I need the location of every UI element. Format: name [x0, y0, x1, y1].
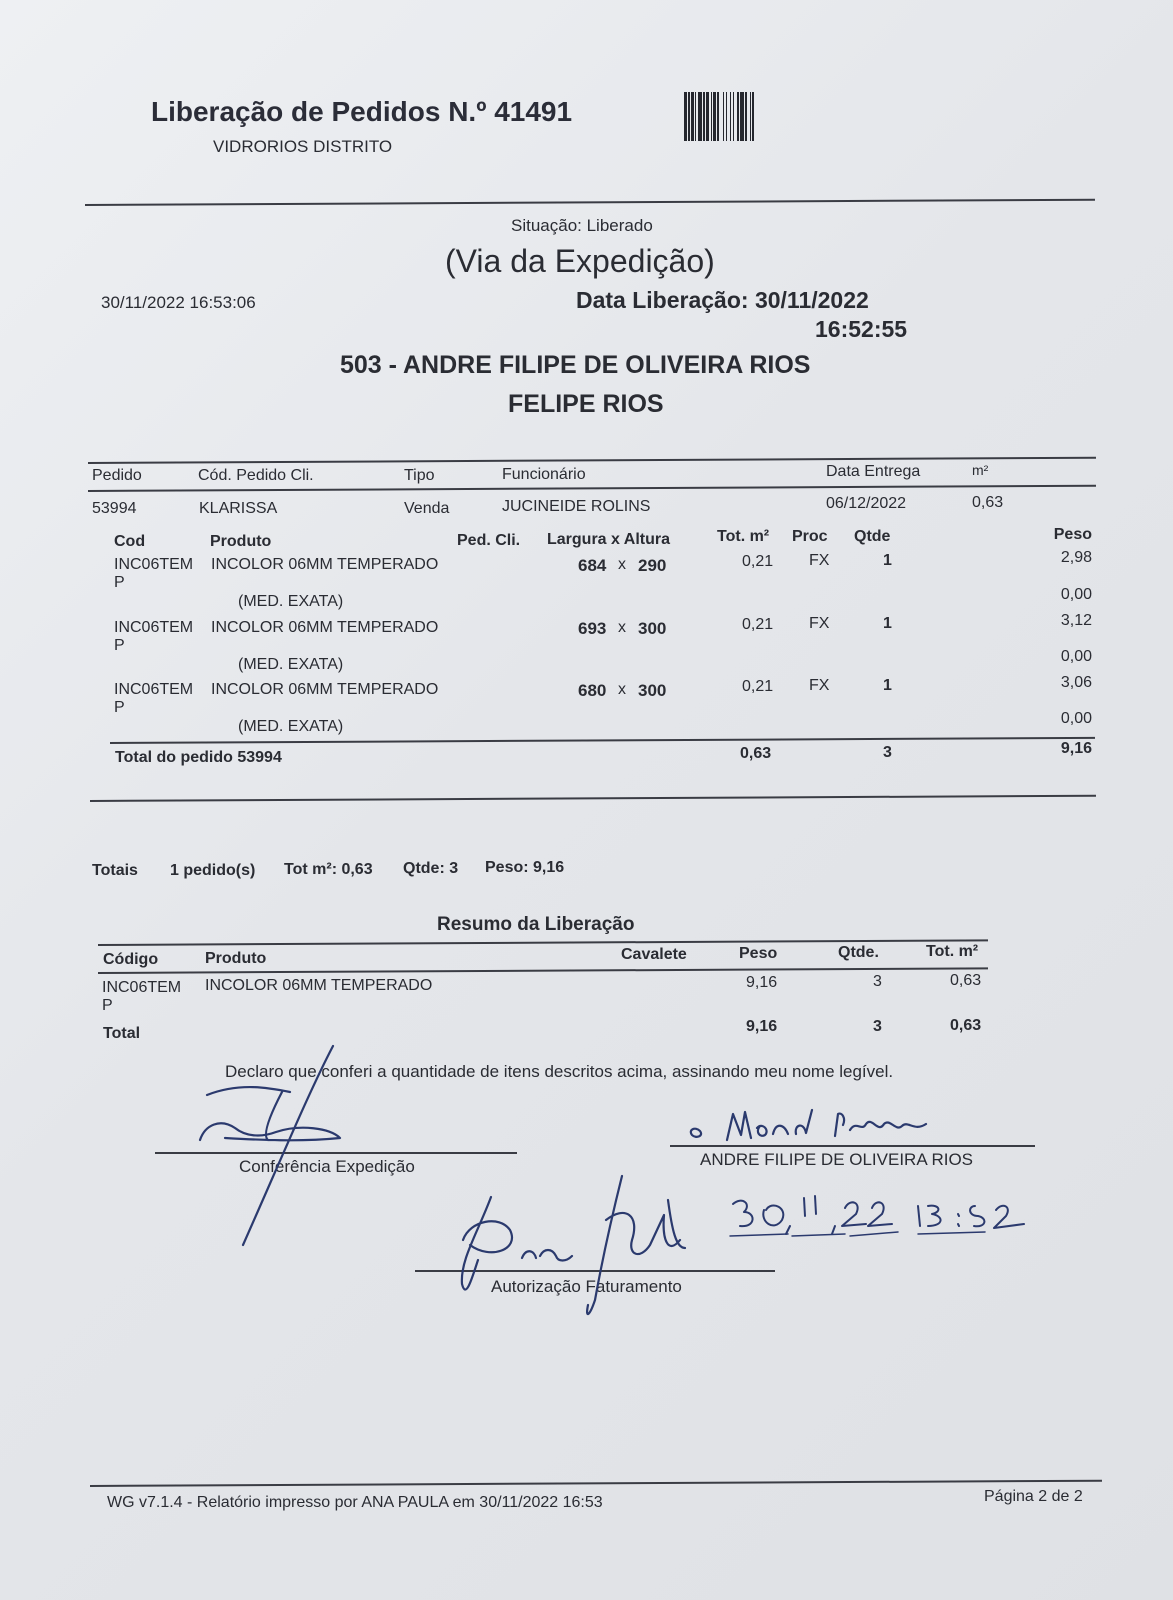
resumo-col-codigo: Código — [103, 951, 159, 968]
item-largura: 693 — [578, 619, 607, 638]
order-total-rule — [110, 737, 1095, 744]
order-total-qtde: 3 — [883, 744, 892, 761]
item-qtde: 1 — [883, 677, 892, 694]
barcode-bar — [723, 92, 724, 141]
item-peso-obs: 0,00 — [1060, 648, 1092, 665]
resumo-col-cavalete: Cavalete — [621, 946, 687, 963]
col-m2: m² — [972, 462, 989, 478]
order-bottom-rule — [90, 795, 1096, 802]
barcode-bar — [745, 92, 747, 141]
resumo-total-peso: 9,16 — [746, 1018, 778, 1035]
barcode-bar — [711, 92, 712, 141]
resumo-row-peso: 9,16 — [746, 974, 778, 991]
totais-peso: Peso: 9,16 — [485, 859, 565, 876]
resumo-total-label: Total — [103, 1025, 141, 1042]
items-col-produto: Produto — [210, 533, 272, 550]
item-cod-cont: P — [114, 637, 125, 654]
print-datetime: 30/11/2022 16:53:06 — [101, 293, 256, 312]
totais-m2: Tot m²: 0,63 — [284, 861, 373, 878]
item-x: x — [618, 556, 626, 573]
order-top-rule — [88, 457, 1096, 464]
data-liberacao-time: 16:52:55 — [815, 316, 908, 342]
item-produto: INCOLOR 06MM TEMPERADO — [211, 556, 439, 573]
item-proc: FX — [809, 552, 830, 569]
item-peso: 3,06 — [1060, 674, 1092, 691]
item-produto: INCOLOR 06MM TEMPERADO — [211, 619, 439, 636]
item-largura: 680 — [578, 681, 607, 700]
item-cod: INC06TEM — [114, 619, 194, 636]
order-total-m2: 0,63 — [740, 745, 772, 762]
barcode-bar — [695, 92, 696, 141]
barcode-bar — [713, 92, 716, 141]
barcode-bar — [726, 92, 727, 141]
order-m2: 0,63 — [972, 494, 1004, 511]
autorizacao-signature-line — [415, 1270, 775, 1272]
item-altura: 290 — [638, 556, 667, 575]
barcode-bar — [740, 92, 744, 141]
footer-page-number: Página 2 de 2 — [984, 1488, 1083, 1505]
resumo-col-produto: Produto — [205, 950, 267, 967]
col-pedido: Pedido — [92, 467, 142, 484]
order-data-entrega: 06/12/2022 — [826, 495, 907, 512]
barcode-bar — [706, 92, 709, 141]
item-altura: 300 — [638, 681, 667, 700]
items-col-largura-altura: Largura x Altura — [547, 531, 670, 548]
items-col-ped-cli: Ped. Cli. — [457, 532, 521, 549]
item-peso: 3,12 — [1060, 612, 1092, 629]
item-obs: (MED. EXATA) — [238, 656, 344, 673]
item-proc: FX — [809, 615, 830, 632]
col-tipo: Tipo — [404, 467, 435, 484]
cliente-signature-name: ANDRE FILIPE DE OLIVEIRA RIOS — [700, 1150, 974, 1169]
order-total-label: Total do pedido 53994 — [115, 749, 282, 766]
barcode-bar — [688, 92, 690, 141]
item-cod: INC06TEM — [114, 681, 194, 698]
resumo-row-codigo-cont: P — [102, 997, 113, 1014]
item-obs: (MED. EXATA) — [238, 593, 344, 610]
document-title: Liberação de Pedidos N.º 41491 — [151, 96, 573, 127]
handwritten-date — [730, 1196, 1024, 1236]
order-funcionario: JUCINEIDE ROLINS — [502, 498, 651, 515]
via-label: (Via da Expedição) — [445, 243, 715, 279]
barcode-bar — [750, 92, 751, 141]
items-col-proc: Proc — [792, 528, 828, 545]
item-cod-cont: P — [114, 574, 125, 591]
resumo-row-codigo: INC06TEM — [102, 979, 182, 996]
items-col-qtde: Qtde — [854, 528, 891, 545]
item-tot-m2: 0,21 — [742, 553, 774, 570]
resumo-total-m2: 0,63 — [950, 1017, 982, 1034]
resumo-col-peso: Peso — [739, 945, 778, 962]
resumo-total-qtde: 3 — [873, 1018, 882, 1035]
resumo-header-rule — [98, 967, 988, 974]
resumo-row-qtde: 3 — [873, 973, 882, 990]
items-col-peso: Peso — [1053, 526, 1092, 543]
resumo-title: Resumo da Liberação — [437, 914, 635, 935]
item-peso: 2,98 — [1060, 549, 1092, 566]
conferencia-label: Conferência Expedição — [239, 1157, 415, 1176]
barcode-bar — [733, 92, 734, 141]
item-produto: INCOLOR 06MM TEMPERADO — [211, 681, 439, 698]
item-proc: FX — [809, 677, 830, 694]
declaration-text: Declaro que conferi a quantidade de itens descritos acima, assinando meu nome legível. — [225, 1062, 894, 1081]
item-tot-m2: 0,21 — [742, 678, 774, 695]
cliente-signature-line — [670, 1145, 1035, 1147]
item-qtde: 1 — [883, 552, 892, 569]
item-x: x — [618, 681, 626, 698]
order-header-rule — [88, 485, 1096, 492]
order-tipo: Venda — [404, 500, 450, 517]
footer-rule — [90, 1480, 1102, 1487]
barcode-bar — [684, 92, 687, 141]
totais-qtde: Qtde: 3 — [403, 860, 459, 877]
barcode-bar — [691, 92, 694, 141]
order-total-peso: 9,16 — [1060, 740, 1092, 757]
item-obs: (MED. EXATA) — [238, 718, 344, 735]
totais-pedidos: 1 pedido(s) — [170, 862, 256, 879]
barcode-bar — [737, 92, 739, 141]
cliente-signature — [691, 1110, 926, 1140]
resumo-row-tot-m2: 0,63 — [950, 972, 982, 989]
resumo-col-qtde: Qtde. — [838, 944, 879, 961]
resumo-col-tot-m2: Tot. m² — [926, 943, 979, 960]
item-qtde: 1 — [883, 615, 892, 632]
order-pedido: 53994 — [92, 500, 137, 517]
resumo-row-produto: INCOLOR 06MM TEMPERADO — [205, 977, 433, 994]
item-cod-cont: P — [114, 699, 125, 716]
col-cod-pedido-cli: Cód. Pedido Cli. — [198, 467, 314, 484]
header-divider — [85, 199, 1095, 206]
item-largura: 684 — [578, 556, 607, 575]
item-peso-obs: 0,00 — [1060, 710, 1092, 727]
item-tot-m2: 0,21 — [742, 616, 774, 633]
footer-report-info: WG v7.1.4 - Relatório impresso por ANA PAULA em 30/11/2022 16:53 — [107, 1494, 603, 1511]
col-data-entrega: Data Entrega — [826, 463, 921, 480]
client-short-name: FELIPE RIOS — [508, 390, 664, 418]
client-name: 503 - ANDRE FILIPE DE OLIVEIRA RIOS — [340, 351, 811, 379]
item-peso-obs: 0,00 — [1060, 586, 1092, 603]
data-liberacao: Data Liberação: 30/11/2022 — [576, 287, 869, 313]
barcode-bar — [717, 92, 719, 141]
autorizacao-label: Autorização Faturamento — [491, 1277, 682, 1296]
order-cod-pedido-cli: KLARISSA — [199, 500, 278, 517]
item-x: x — [618, 619, 626, 636]
totais-label: Totais — [92, 862, 138, 879]
barcode-bar — [730, 92, 731, 141]
company-name: VIDRORIOS DISTRITO — [213, 137, 393, 156]
situacao-status: Situação: Liberado — [511, 216, 653, 235]
items-col-tot-m2: Tot. m² — [717, 528, 770, 545]
conferencia-signature-line — [155, 1152, 517, 1154]
item-cod: INC06TEM — [114, 556, 194, 573]
barcode-bar — [752, 92, 754, 141]
items-col-cod: Cod — [114, 533, 146, 550]
barcode-bar — [703, 92, 705, 141]
col-funcionario: Funcionário — [502, 466, 586, 483]
item-altura: 300 — [638, 619, 667, 638]
barcode-bar — [698, 92, 702, 141]
